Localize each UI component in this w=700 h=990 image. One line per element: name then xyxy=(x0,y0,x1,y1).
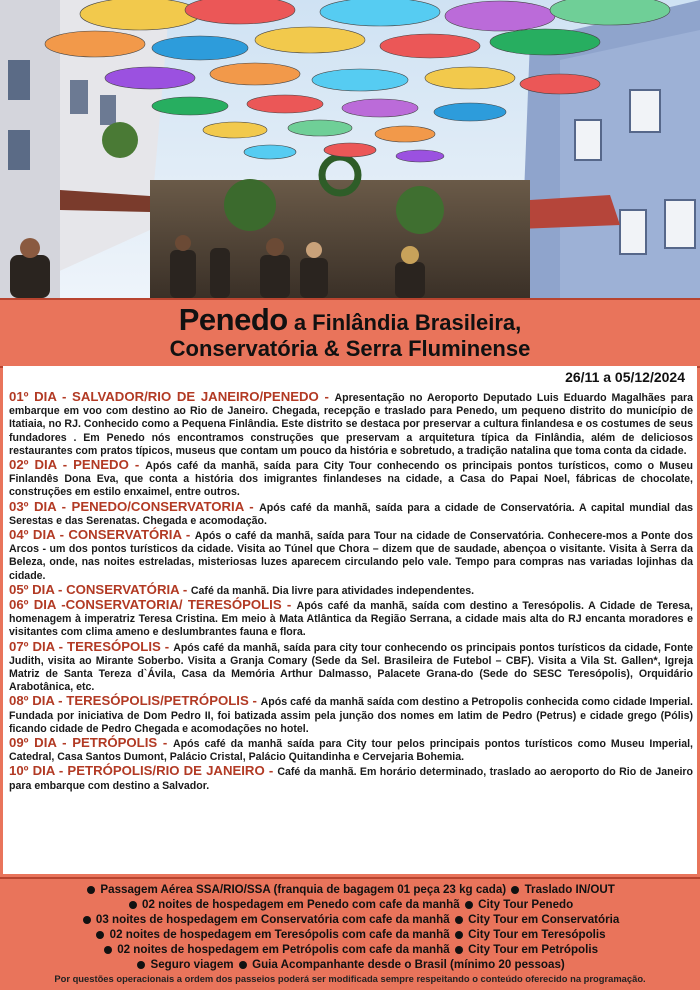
included-item: 02 noites de hospedagem em Teresópolis com cafe da manhã xyxy=(109,928,450,941)
day-heading: 01º DIA - SALVADOR/RIO DE JANEIRO/PENEDO - xyxy=(9,389,335,404)
included-line xyxy=(0,942,700,957)
included-item: Passagem Aérea SSA/RIO/SSA (franquia de bagagem 01 peça 23 kg cada) xyxy=(100,883,507,896)
hero-photo xyxy=(0,0,700,298)
page-title xyxy=(0,302,700,338)
bullet-icon xyxy=(104,946,112,954)
itinerary-day xyxy=(9,694,693,736)
bullet-icon xyxy=(137,961,145,969)
itinerary-day xyxy=(9,583,693,598)
included-line xyxy=(0,912,700,927)
bullet-icon xyxy=(239,961,247,969)
bullet-icon xyxy=(511,886,519,894)
bullet-icon xyxy=(465,901,473,909)
included-item: City Tour Penedo xyxy=(478,898,574,911)
disclaimer-note: Por questões operacionais a ordem dos passeios poderá ser modificada sempre respeitando o conteúdo oferecido na programação. xyxy=(54,973,646,984)
day-text: Após café da manhã, saída para a cidade de Conservatória. A capital mundial das Serestas e das Serenatas. Chegada e acomodação. xyxy=(9,501,693,527)
itinerary-day xyxy=(9,528,693,583)
itinerary-day xyxy=(9,736,693,764)
included-item: 02 noites de hospedagem em Petrópolis com cafe da manhã xyxy=(117,943,450,956)
bullet-icon xyxy=(83,916,91,924)
included-line xyxy=(0,927,700,942)
itinerary-day xyxy=(9,500,693,528)
day-text: Após café da manhã, saída para city tour conhecendo os principais pontos turísticos da cidade, Fonte Judith, visita ao Mirante Soberbo. Visita a Granja Comary (Sede da Sel. Brasileira de Futebol – CBF). Visita a Vila St. Gallen*, Igreja Matriz de Santa Tereza d`Ávila, Casa da Memória Arthur Dalmasso, Palacete Grana-do (Sede do SESC Teresópolis), Orquidário Arabotânica, etc. xyxy=(9,641,693,694)
title-main: Penedo xyxy=(178,302,288,337)
included-item: Guia Acompanhante desde o Brasil (mínimo 20 pessoas) xyxy=(252,958,565,971)
included-line xyxy=(0,879,700,897)
included-item: City Tour em Petrópolis xyxy=(468,943,599,956)
bullet-icon xyxy=(87,886,95,894)
included-item: City Tour em Teresópolis xyxy=(468,928,606,941)
day-text: Após o café da manhã, saída para Tour na cidade de Conservatória. Conhecere-mos a Ponte dos Arcos - um dos pontos turísticos da cidade. Visita ao Túnel que Chora – dizem que de saudade, abençoa o visitante. Visita à Serra da Beleza, onde, nas noites estreladas, misteriosas luzes aparecem circulando pelo vale. Tempo para compras nas variadas lojinhas da cidade. xyxy=(9,530,693,582)
included-item: Traslado IN/OUT xyxy=(524,883,615,896)
day-heading: 04º DIA - CONSERVATÓRIA - xyxy=(9,527,195,543)
itinerary-day xyxy=(9,640,693,695)
title-rest: a Finlândia Brasileira, xyxy=(287,310,522,335)
page-subtitle: Conservatória & Serra Fluminense xyxy=(169,336,531,361)
day-text: Café da manhã. Dia livre para atividades independentes. xyxy=(190,584,475,597)
day-text: Após café da manhã, saída para City Tour conhecendo os principais pontos turísticos, como o Museu Finlandês Dona Eva, que conta a história dos imigrantes finlandeses na cidade, a Casa do Papai Noel, fábricas de chocolate, construções em estilo enxaimel, entre outros. xyxy=(9,460,693,499)
included-item: Seguro viagem xyxy=(150,958,234,971)
included-item: 03 noites de hospedagem em Conservatória com cafe da manhã xyxy=(95,913,450,926)
day-text: Após café da manhã saída para City tour pelos principais pontos turísticos como Museu Imperial, Catedral, Casa Santos Dumont, Palácio Cristal, Palácio Quitandinha e Cervejaria Bohemia. xyxy=(9,738,694,764)
day-heading: 08º DIA - TERESÓPOLIS/PETRÓPOLIS - xyxy=(9,693,261,709)
day-heading: 10º DIA - PETRÓPOLIS/RIO DE JANEIRO - xyxy=(9,763,278,779)
day-heading: 09º DIA - PETRÓPOLIS - xyxy=(9,735,173,751)
day-text: Após café da manhã saída com destino a Petropolis conhecida como cidade Imperial. Fundada por iniciativa de Dom Pedro II, foi batizada assim pela junção dos nomes em latim de Pedro (Petrus) e cidade grego (Pólis) ficando cidade de Pedro Chegada e acomodações no hotel. xyxy=(9,696,693,735)
included-item: 02 noites de hospedagem em Penedo com cafe da manhã xyxy=(142,898,460,911)
included-line xyxy=(0,897,700,912)
day-text: Apresentação no Aeroporto Deputado Luis Eduardo Magalhães para embarque em voo com destino ao Rio de Janeiro. Chegada, recepção e traslado para Penedo, um pequeno distrito do município de Itatiaia, no RJ. Conhecido como a Pequena Finlândia. Este distrito se destaca por preservar a cultura finlandesa e os costumes de seus fundadores . Em Penedo nós encontramos construções que preservam a arquitetura típica da Finlândia, além de deliciosos restaurantes com pratos típicos, museus que contam um pouco da história e sobretudo, a tradição natalina que toma conta da cidade. xyxy=(9,392,693,457)
day-text: Café da manhã. Em horário determinado, traslado ao aeroporto do Rio de Janeiro para embarque com destino a Salvador. xyxy=(9,766,694,792)
bullet-icon xyxy=(455,916,463,924)
bullet-icon xyxy=(455,931,463,939)
included-items xyxy=(0,877,700,990)
title-band xyxy=(0,298,700,368)
bullet-icon xyxy=(455,946,463,954)
included-item: City Tour em Conservatória xyxy=(468,913,620,926)
itinerary-day xyxy=(9,390,693,458)
day-text: Após café da manhã, saída com destino a Teresópolis. A Cidade de Teresa, homenagem à imperatriz Teresa Cristina. Em meio à Mata Atlântica da Região Serrana, a cidade mais alta do RJ encanta moradores e visitantes com clima ameno e deslumbrantes fauna e flora. xyxy=(9,600,693,639)
itinerary-day xyxy=(9,458,693,500)
itinerary-list xyxy=(9,390,693,793)
day-heading: 06º DIA -CONSERVATORIA/ TERESÓPOLIS - xyxy=(9,597,297,613)
bullet-icon xyxy=(96,931,104,939)
itinerary-section xyxy=(3,366,697,874)
bullet-icon xyxy=(129,901,137,909)
day-heading: 07º DIA - TERESÓPOLIS - xyxy=(9,638,174,654)
included-line xyxy=(0,957,700,972)
day-heading: 02º DIA - PENEDO - xyxy=(9,457,146,473)
day-heading: 05º DIA - CONSERVATÓRIA - xyxy=(9,581,191,597)
itinerary-day xyxy=(9,764,693,792)
travel-dates: 26/11 a 05/12/2024 xyxy=(565,369,685,385)
day-heading: 03º DIA - PENEDO/CONSERVATORIA - xyxy=(9,498,260,514)
itinerary-day xyxy=(9,598,693,640)
